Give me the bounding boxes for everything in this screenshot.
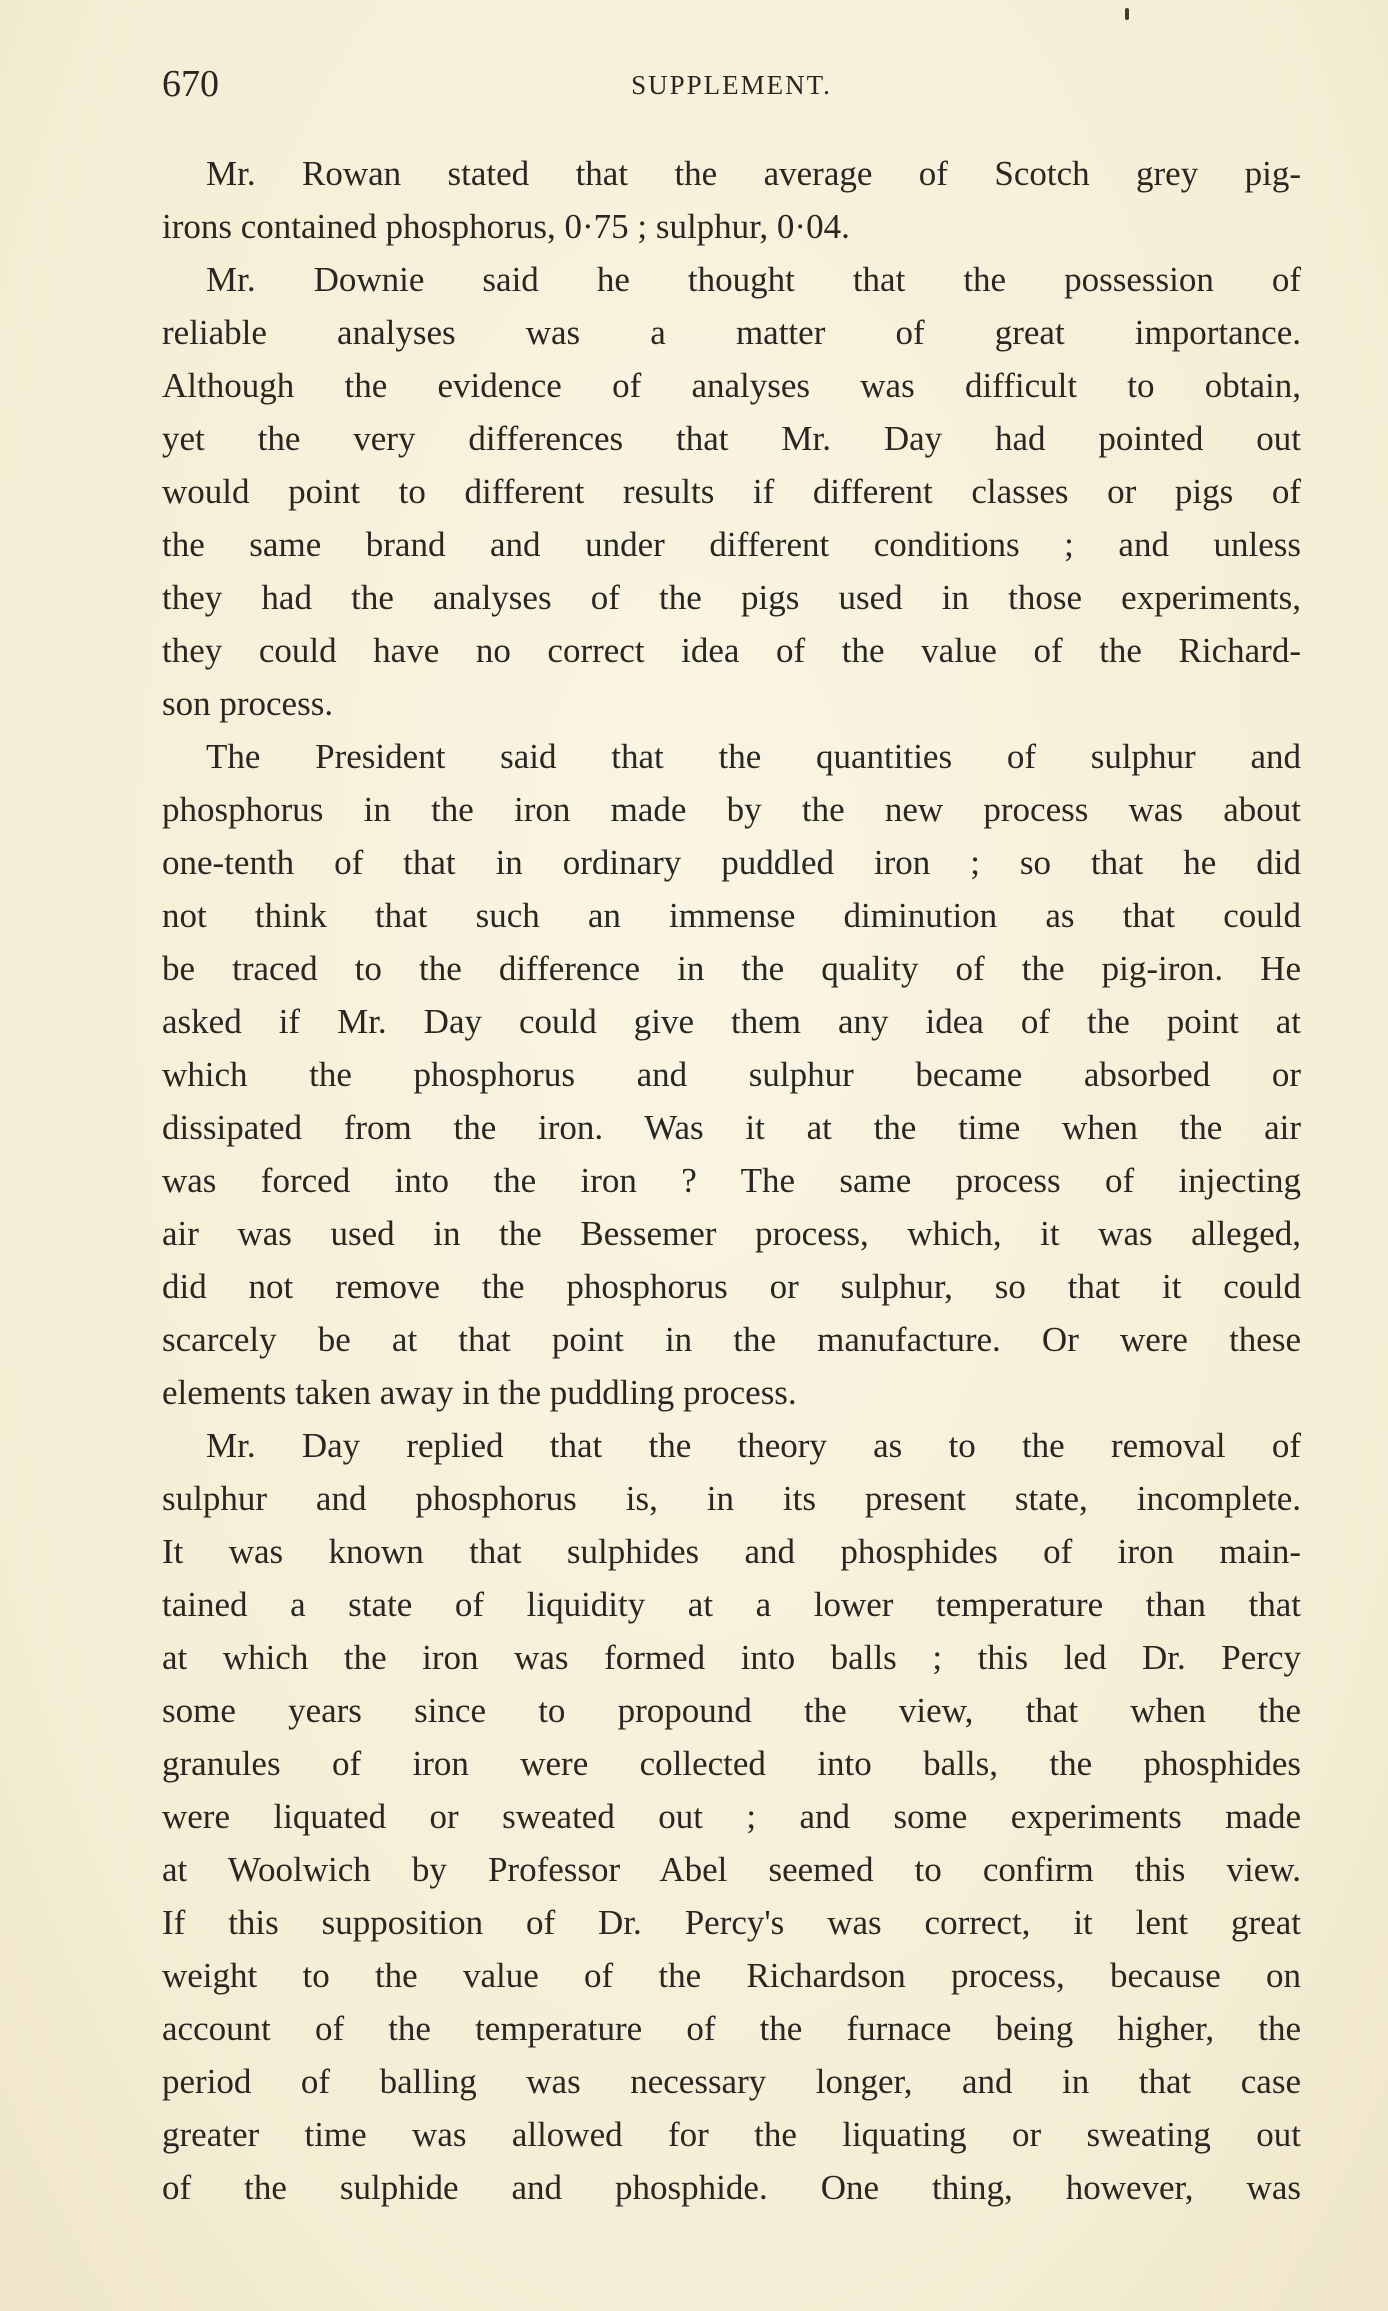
text-line: sulphur and phosphorus is, in its present state, incomplete.: [162, 1479, 1301, 1518]
text-line: weight to the value of the Richardson process, because on: [162, 1956, 1301, 1995]
text-line: would point to different results if different classes or pigs of: [162, 472, 1301, 511]
paragraph: [162, 147, 1301, 253]
text-line: of the sulphide and phosphide. One thing, however, was: [162, 2168, 1301, 2207]
text-line: air was used in the Bessemer process, which, it was alleged,: [162, 1214, 1301, 1253]
text-line: at Woolwich by Professor Abel seemed to confirm this view.: [162, 1850, 1301, 1889]
text-line: they had the analyses of the pigs used in those experiments,: [162, 578, 1301, 617]
text-line: Although the evidence of analyses was difficult to obtain,: [162, 366, 1301, 405]
text-line: irons contained phosphorus, 0·75 ; sulphur, 0·04.: [162, 207, 850, 246]
text-line: Mr. Day replied that the theory as to the removal of: [206, 1426, 1301, 1465]
text-line: asked if Mr. Day could give them any idea of the point at: [162, 1002, 1301, 1041]
paragraph: [162, 1419, 1301, 2214]
text-line: The President said that the quantities of sulphur and: [206, 737, 1301, 776]
text-line: they could have no correct idea of the value of the Richard-: [162, 631, 1301, 670]
text-line: tained a state of liquidity at a lower temperature than that: [162, 1585, 1301, 1624]
running-title: SUPPLEMENT.: [631, 70, 832, 100]
text-line: elements taken away in the puddling process.: [162, 1373, 797, 1412]
text-line: be traced to the difference in the quality of the pig-iron. He: [162, 949, 1301, 988]
text-line: did not remove the phosphorus or sulphur, so that it could: [162, 1267, 1301, 1306]
text-line: was forced into the iron ? The same process of injecting: [162, 1161, 1301, 1200]
text-line: granules of iron were collected into balls, the phosphides: [162, 1744, 1301, 1783]
text-line: If this supposition of Dr. Percy's was correct, it lent great: [162, 1903, 1301, 1942]
text-line: at which the iron was formed into balls ; this led Dr. Percy: [162, 1638, 1301, 1677]
ink-speck: [1125, 8, 1129, 20]
text-line: not think that such an immense diminution as that could: [162, 896, 1301, 935]
text-line: dissipated from the iron. Was it at the time when the air: [162, 1108, 1301, 1147]
text-line: phosphorus in the iron made by the new process was about: [162, 790, 1301, 829]
text-line: son process.: [162, 684, 334, 723]
text-line: some years since to propound the view, that when the: [162, 1691, 1301, 1730]
text-line: period of balling was necessary longer, and in that case: [162, 2062, 1301, 2101]
text-line: greater time was allowed for the liquating or sweating out: [162, 2115, 1301, 2154]
text-line: Mr. Downie said he thought that the possession of: [206, 260, 1301, 299]
paragraph: [162, 253, 1301, 730]
body-text: [162, 147, 1301, 2214]
text-line: It was known that sulphides and phosphides of iron main-: [162, 1532, 1301, 1571]
page-number: 670: [162, 63, 219, 105]
text-line: scarcely be at that point in the manufacture. Or were these: [162, 1320, 1301, 1359]
text-line: Mr. Rowan stated that the average of Scotch grey pig-: [206, 154, 1301, 193]
text-line: reliable analyses was a matter of great importance.: [162, 313, 1301, 352]
text-line: account of the temperature of the furnace being higher, the: [162, 2009, 1301, 2048]
text-line: which the phosphorus and sulphur became absorbed or: [162, 1055, 1301, 1094]
text-line: yet the very differences that Mr. Day had pointed out: [162, 419, 1301, 458]
page-header: [162, 62, 1301, 112]
text-line: were liquated or sweated out ; and some experiments made: [162, 1797, 1301, 1836]
text-line: one-tenth of that in ordinary puddled iron ; so that he did: [162, 843, 1301, 882]
paragraph: [162, 730, 1301, 1419]
text-line: the same brand and under different conditions ; and unless: [162, 525, 1301, 564]
